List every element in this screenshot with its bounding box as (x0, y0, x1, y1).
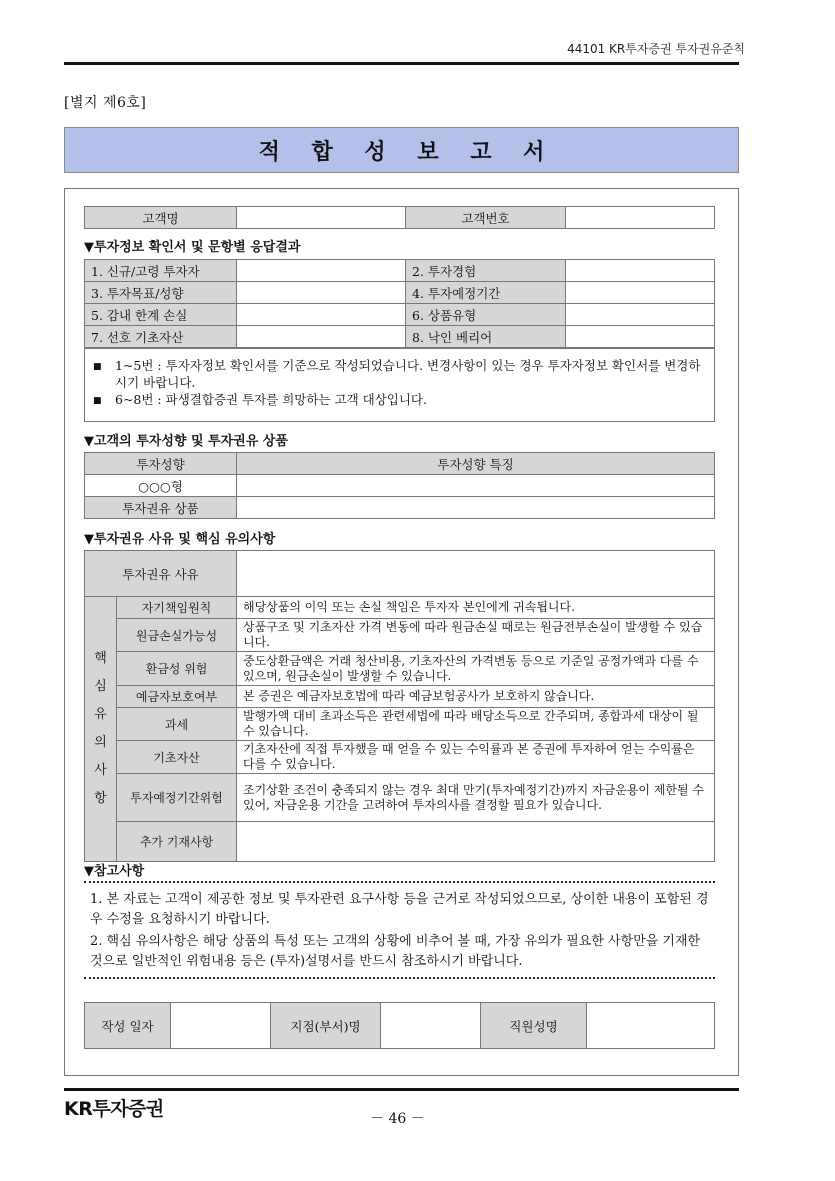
row-label: 기초자산 (117, 741, 237, 774)
section-heading-reference: ▼참고사항 (84, 864, 145, 879)
investment-type-value: ○○○형 (85, 475, 237, 497)
item-answer-field[interactable] (237, 326, 406, 348)
investor-info-table (84, 259, 715, 348)
note-text: 1~5번 : 투자자정보 확인서를 기준으로 작성되었습니다. 변경사항이 있는 경우 투자자정보 확인서를 변경하시기 바랍니다. (115, 358, 701, 390)
col-header-type: 투자성향 (85, 453, 237, 475)
item-answer-field[interactable] (566, 260, 715, 282)
row-desc: 조기상환 조건이 충족되지 않는 경우 최대 만기(투자예정기간)까지 자금운용이 제한될 수 있어, 자금운용 기간을 고려하여 투자의사를 결정할 필요가 있습니다. (237, 774, 715, 822)
row-label: 환금성 위험 (117, 652, 237, 686)
branch-field[interactable] (381, 1003, 481, 1049)
customer-name-field[interactable] (237, 207, 406, 229)
key-notes-side-label: 핵 심 유 의 사 항 (85, 597, 117, 862)
list-item (93, 357, 706, 391)
footer-rule (64, 1088, 739, 1091)
section-heading-investor-info: ▼투자정보 확인서 및 문항별 응답결과 (84, 240, 301, 255)
item-answer-field[interactable] (237, 282, 406, 304)
item-answer-field[interactable] (237, 260, 406, 282)
col-header-features: 투자성향 특징 (237, 453, 715, 475)
row-desc: 본 증권은 예금자보호법에 따라 예금보험공사가 보호하지 않습니다. (237, 686, 715, 708)
header-rule (64, 62, 739, 65)
row-desc: 해당상품의 이익 또는 손실 책임은 투자자 본인에게 귀속됩니다. (237, 597, 715, 619)
title-banner (64, 127, 739, 173)
page-number: － 46 － (370, 1111, 425, 1127)
section-heading-investment-type: ▼고객의 투자성향 및 투자권유 상품 (84, 434, 288, 449)
customer-name-label: 고객명 (85, 207, 237, 229)
date-field[interactable] (171, 1003, 271, 1049)
customer-table (84, 206, 715, 229)
item-label: 7. 선호 기초자산 (85, 326, 237, 348)
dotted-divider-bottom (84, 977, 715, 979)
page-title: 적 합 성 보 고 서 (258, 139, 557, 165)
reason-label: 투자권유 사유 (85, 551, 237, 597)
row-label: 예금자보호여부 (117, 686, 237, 708)
item-answer-field[interactable] (566, 282, 715, 304)
investment-type-table (84, 452, 715, 519)
staff-field[interactable] (587, 1003, 715, 1049)
notes-box (84, 348, 715, 422)
reference-item: 1. 본 자료는 고객이 제공한 정보 및 투자관련 요구사항 등을 근거로 작성되었으므로, 상이한 내용이 포함된 경우 수정을 요청하시기 바랍니다. (90, 892, 709, 927)
item-answer-field[interactable] (566, 304, 715, 326)
reference-item: 2. 핵심 유의사항은 해당 상품의 특성 또는 고객의 상황에 비추어 볼 때, 가장 유의가 필요한 사항만을 기재한 것으로 일반적인 위험내용 등은 (투자)설명서를 반드시 참조하시기 바랍니다. (90, 934, 701, 969)
additional-notes-field[interactable] (237, 822, 715, 862)
section-heading-reasons: ▼투자권유 사유 및 핵심 유의사항 (84, 532, 276, 547)
item-label: 4. 투자예정기간 (406, 282, 566, 304)
company-logo: KR투자증권 (64, 1098, 164, 1120)
row-desc: 상품구조 및 기초자산 가격 변동에 따라 원금손실 때로는 원금전부손실이 발생할 수 있습니다. (237, 619, 715, 652)
reason-field[interactable] (237, 551, 715, 597)
row-desc: 발행가액 대비 초과소득은 관련세법에 따라 배당소득으로 간주되며, 종합과세 대상이 될 수 있습니다. (237, 708, 715, 741)
customer-number-field[interactable] (566, 207, 715, 229)
square-bullet-icon: ■ (93, 362, 102, 372)
row-label: 추가 기재사항 (117, 822, 237, 862)
date-label: 작성 일자 (85, 1003, 171, 1049)
row-desc: 중도상환금액은 거래 청산비용, 기초자산의 가격변동 등으로 기준일 공정가액과 다를 수 있으며, 원금손실이 발생할 수 있습니다. (237, 652, 715, 686)
note-text: 6~8번 : 파생결합증권 투자를 희망하는 고객 대상입니다. (115, 392, 427, 407)
row-label: 자기책임원칙 (117, 597, 237, 619)
document-header-title: 44101 KR투자증권 투자권유준칙 (567, 42, 745, 56)
staff-label: 직원성명 (481, 1003, 587, 1049)
branch-label: 지점(부서)명 (271, 1003, 381, 1049)
investment-features-field[interactable] (237, 475, 715, 497)
row-label: 원금손실가능성 (117, 619, 237, 652)
recommended-product-label: 투자권유 상품 (85, 497, 237, 519)
item-label: 6. 상품유형 (406, 304, 566, 326)
row-label: 투자예정기간위험 (117, 774, 237, 822)
item-label: 3. 투자목표/성향 (85, 282, 237, 304)
item-label: 2. 투자경험 (406, 260, 566, 282)
key-notes-table (84, 550, 715, 862)
square-bullet-icon: ■ (93, 396, 102, 406)
recommended-product-field[interactable] (237, 497, 715, 519)
item-label: 5. 감내 한계 손실 (85, 304, 237, 326)
item-label: 1. 신규/고령 투자자 (85, 260, 237, 282)
customer-number-label: 고객번호 (406, 207, 566, 229)
list-item (93, 391, 706, 410)
item-answer-field[interactable] (566, 326, 715, 348)
item-label: 8. 낙인 베리어 (406, 326, 566, 348)
item-answer-field[interactable] (237, 304, 406, 326)
row-label: 과세 (117, 708, 237, 741)
signoff-table (84, 1002, 715, 1049)
row-desc: 기초자산에 직접 투자했을 때 얻을 수 있는 수익률과 본 증권에 투자하여 얻는 수익률은 다를 수 있습니다. (237, 741, 715, 774)
annex-label: [별지 제6호] (64, 95, 147, 111)
dotted-divider-top (84, 881, 715, 883)
